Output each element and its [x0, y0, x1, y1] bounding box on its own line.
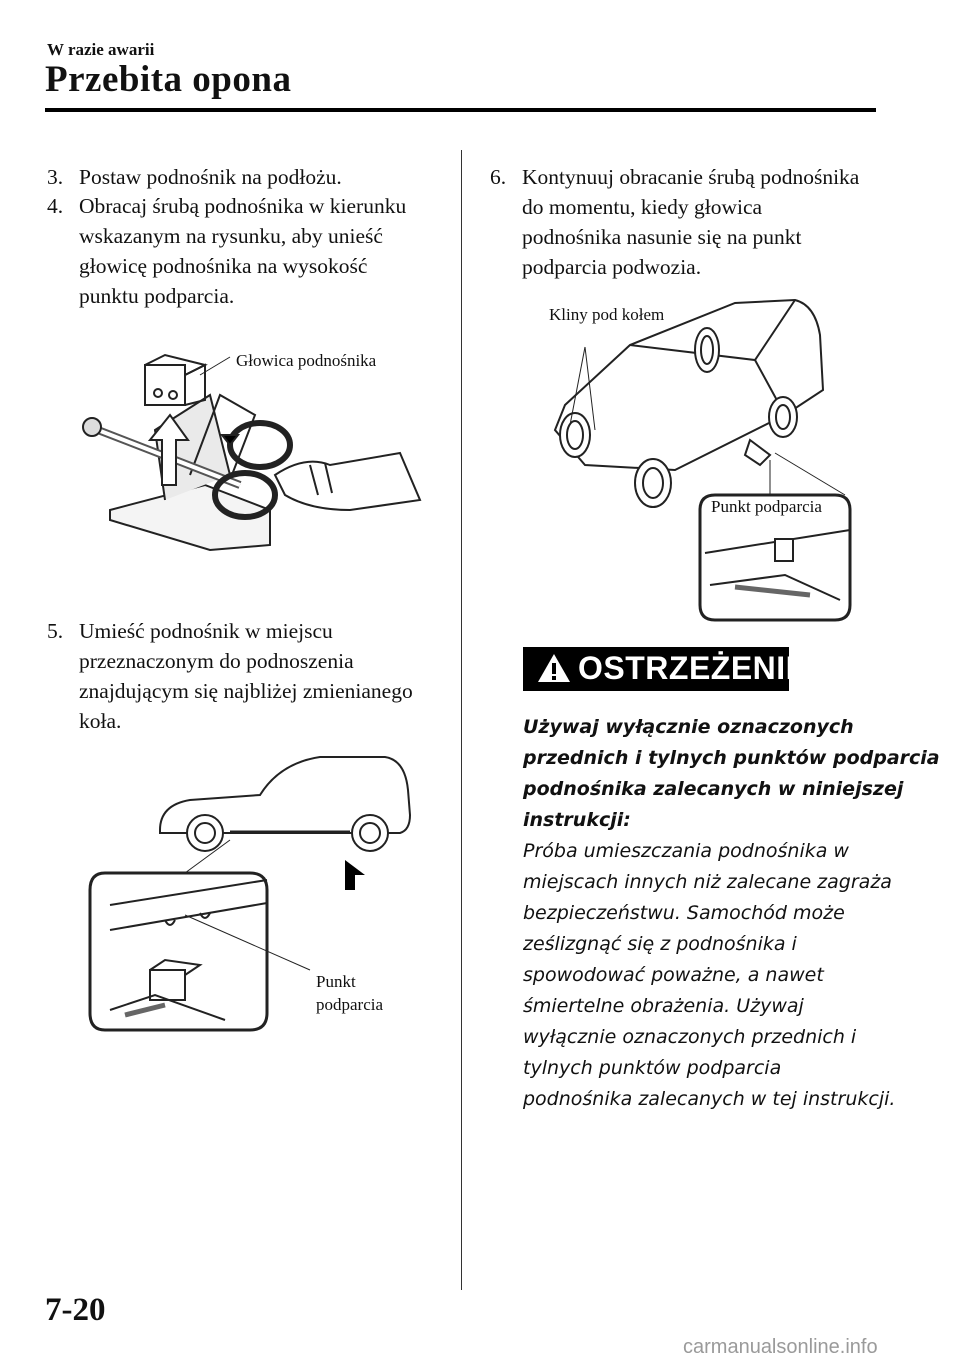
warning-line: śmiertelne obrażenia. Używaj: [523, 995, 804, 1017]
support-point-label: Punkt podparcia: [711, 497, 822, 516]
jack-head-label: Głowica podnośnika: [236, 351, 377, 370]
header-rule: [45, 108, 876, 112]
column-divider: [461, 150, 462, 1290]
step-line: punktu podparcia.: [79, 284, 235, 308]
page-title: Przebita opona: [45, 59, 292, 100]
warning-icon: [537, 652, 571, 684]
step-line: podnośnika nasunie się na punkt: [522, 225, 802, 249]
warning-body: [523, 712, 940, 1115]
warning-line: Próba umieszczania podnośnika w: [523, 840, 849, 862]
section-label: W razie awarii: [47, 40, 155, 59]
warning-line: spowodować poważne, a nawet: [523, 964, 824, 986]
step-line: głowicę podnośnika na wysokość: [79, 254, 368, 278]
step-number: 6.: [490, 165, 507, 189]
step-number: 4.: [47, 194, 64, 218]
warning-line: miejscach innych niż zalecane zagraża: [523, 871, 892, 893]
step-line: Umieść podnośnik w miejscu: [79, 619, 333, 643]
warning-line: wyłącznie oznaczonych przednich i: [523, 1026, 857, 1048]
step-line: koła.: [79, 709, 122, 733]
step-line: Postaw podnośnik na podłożu.: [79, 165, 342, 189]
warning-bold-line: przednich i tylnych punktów podparcia: [523, 747, 940, 769]
step-line: do momentu, kiedy głowica: [522, 195, 763, 219]
warning-bold-line: Używaj wyłącznie oznaczonych: [523, 716, 854, 738]
warning-line: tylnych punktów podparcia: [523, 1057, 782, 1079]
support-point-label-line2: podparcia: [316, 995, 384, 1014]
step-line: wskazanym na rysunku, aby unieść: [79, 224, 383, 248]
step-line: znajdującym się najbliżej zmienianego: [79, 679, 413, 703]
step-line: przeznaczonym do podnoszenia: [79, 649, 354, 673]
support-point-label-line1: Punkt: [316, 972, 356, 991]
step-line: Kontynuuj obracanie śrubą podnośnika: [522, 165, 860, 189]
step-line: podparcia podwozia.: [522, 255, 702, 279]
watermark: carmanualsonline.info: [683, 1336, 878, 1358]
warning-line: bezpieczeństwu. Samochód może: [523, 902, 845, 924]
warning-banner: [523, 647, 808, 691]
warning-title: OSTRZEŻENIE: [578, 650, 808, 686]
car-threequarter-figure: [545, 295, 855, 625]
warning-line: podnośnika zalecanych w tej instrukcji.: [523, 1088, 896, 1110]
step-number: 3.: [47, 165, 64, 189]
wheel-chocks-label: Kliny pod kołem: [549, 305, 665, 324]
step-line: Obracaj śrubą podnośnika w kierunku: [79, 194, 407, 218]
page-number: 7-20: [45, 1292, 106, 1328]
warning-bold-line: podnośnika zalecanych w niniejszej: [523, 778, 904, 800]
warning-bold-line: instrukcji:: [523, 809, 631, 831]
step-number: 5.: [47, 619, 64, 643]
warning-line: ześlizgnąć się z podnośnika i: [523, 933, 797, 955]
